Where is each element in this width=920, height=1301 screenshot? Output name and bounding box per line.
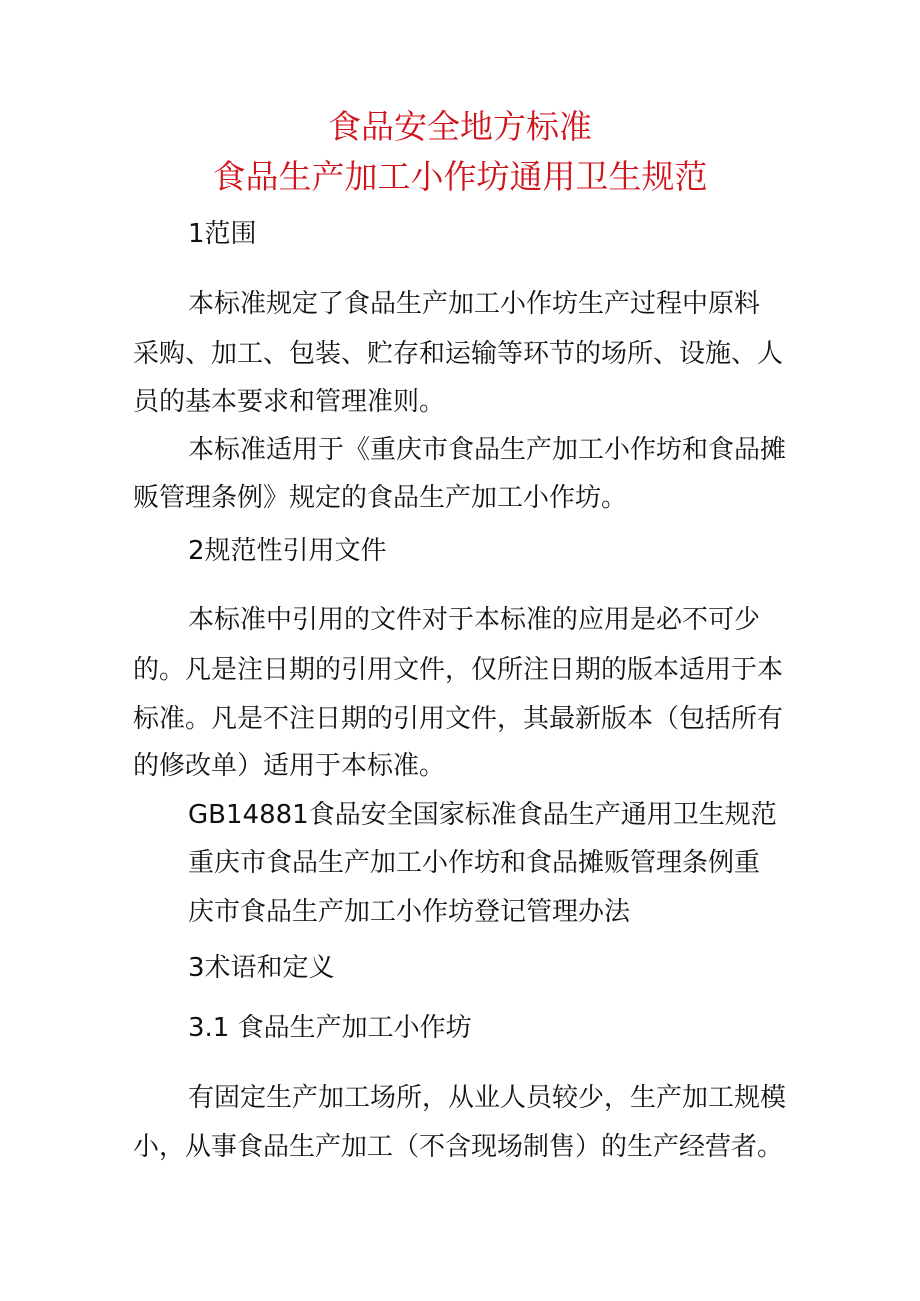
paragraph-line: 标准。凡是不注日期的引用文件，其最新版本（包括所有 [133,704,784,734]
paragraph-line: 贩管理条例》规定的食品生产加工小作坊。 [133,483,628,513]
document-title: 食品安全地方标准 [328,107,592,146]
section-heading-scope: 1范围 [188,219,257,249]
paragraph-line: 本标准中引用的文件对于本标准的应用是必不可少 [188,605,761,635]
reference-line: 庆市食品生产加工小作坊登记管理办法 [188,897,631,927]
paragraph-line: 小，从事食品生产加工（不含现场制售）的生产经营者。 [133,1132,784,1162]
paragraph-line: 员的基本要求和管理准则。 [133,387,446,417]
document-subtitle: 食品生产加工小作坊通用卫生规范 [212,157,708,196]
paragraph-line: 采购、加工、包装、贮存和运输等环节的场所、设施、人 [133,339,784,369]
reference-line: GB14881食品安全国家标准食品生产通用卫生规范 [188,800,777,830]
paragraph-line: 的。凡是注日期的引用文件，仅所注日期的版本适用于本 [133,655,784,685]
paragraph-line: 有固定生产加工场所，从业人员较少，生产加工规模 [188,1083,787,1113]
subsection-heading: 3.1 食品生产加工小作坊 [188,1013,472,1043]
reference-line: 重庆市食品生产加工小作坊和食品摊贩管理条例重 [188,848,761,878]
paragraph-line: 本标准适用于《重庆市食品生产加工小作坊和食品摊 [188,435,787,465]
section-heading-references: 2规范性引用文件 [188,536,387,566]
paragraph-line: 的修改单）适用于本标准。 [133,751,446,781]
section-heading-terms: 3术语和定义 [188,953,335,983]
paragraph-line: 本标准规定了食品生产加工小作坊生产过程中原料 [188,289,761,319]
